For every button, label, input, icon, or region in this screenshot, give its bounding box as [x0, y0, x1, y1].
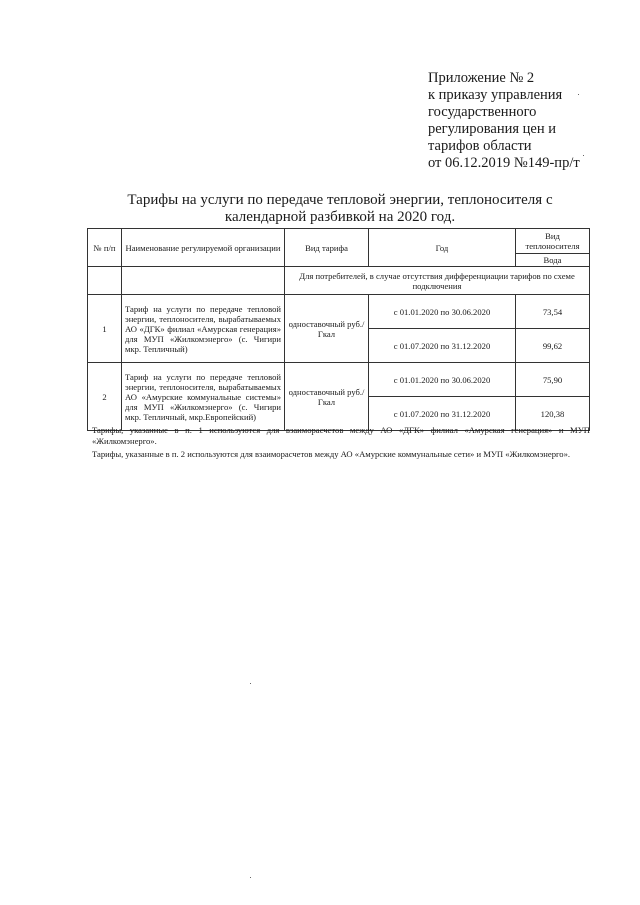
- table-row: [88, 363, 590, 397]
- row-num: 1: [88, 295, 122, 363]
- scan-speck: [583, 155, 584, 156]
- consumers-row: [88, 267, 590, 295]
- row-type: одноставочный руб./Гкал: [285, 363, 369, 431]
- row-value: 120,38: [516, 397, 590, 431]
- header-line: регулирования цен и: [428, 121, 556, 137]
- row-type: одноставочный руб./Гкал: [285, 295, 369, 363]
- row-period: с 01.07.2020 по 31.12.2020: [369, 397, 516, 431]
- row-value: 75,90: [516, 363, 590, 397]
- tariff-table: [87, 228, 590, 431]
- title-line-2: календарной разбивкой на 2020 год.: [224, 209, 456, 225]
- title-line-1: Тарифы на услуги по передаче тепловой энергии, теплоносителя с: [127, 192, 553, 208]
- scan-speck: [250, 877, 251, 878]
- row-value: 99,62: [516, 329, 590, 363]
- scan-speck: [578, 94, 579, 95]
- scan-speck: [250, 683, 251, 684]
- empty-cell: [88, 267, 122, 295]
- appendix-header: [428, 70, 608, 172]
- header-line: Приложение № 2: [428, 70, 535, 86]
- footnote-2: Тарифы, указанные в п. 2 используются для взаиморасчетов между АО «Амурские коммунальные сети» и МУП «Жилкомэнерго».: [92, 449, 571, 459]
- table-header-row: [88, 229, 590, 254]
- row-period: с 01.07.2020 по 31.12.2020: [369, 329, 516, 363]
- header-carrier: Вид теплоносителя: [516, 229, 590, 254]
- row-period: с 01.01.2020 по 30.06.2020: [369, 363, 516, 397]
- header-type: Вид тарифа: [285, 229, 369, 267]
- header-line: от 06.12.2019 №149-пр/т: [428, 155, 580, 171]
- header-line: к приказу управления: [428, 87, 563, 103]
- header-num: № п/п: [88, 229, 122, 267]
- row-period: с 01.01.2020 по 30.06.2020: [369, 295, 516, 329]
- row-num: 2: [88, 363, 122, 431]
- document-title: [80, 192, 600, 226]
- row-org: Тариф на услуги по передаче тепловой энергии, теплоносителя, вырабатываемых АО «Амурские коммунальные системы» для МУП «Жилкомэнерго» (с. Чигири мкр. Тепличный, мкр.Европейский): [122, 363, 285, 431]
- table-row: [88, 295, 590, 329]
- row-value: 73,54: [516, 295, 590, 329]
- header-line: государственного: [428, 104, 537, 120]
- header-line: тарифов области: [428, 138, 532, 154]
- header-water: Вода: [516, 254, 590, 267]
- row-org: Тариф на услуги по передаче тепловой энергии, теплоносителя, вырабатываемых АО «ДГК» филиал «Амурская генерация» для МУП «Жилкомэнерго» (с. Чигири мкр. Тепличный): [122, 295, 285, 363]
- header-year: Год: [369, 229, 516, 267]
- empty-cell: [122, 267, 285, 295]
- footnotes: [92, 425, 590, 462]
- footnote-1: Тарифы, указанные в п. 1 используются для взаиморасчетов между АО «ДГК» филиал «Амурская генерация» и МУП «Жилкомэнерго».: [92, 425, 590, 446]
- header-org: Наименование регулируемой организации: [122, 229, 285, 267]
- consumers-note: Для потребителей, в случае отсутствия дифференциации тарифов по схеме подключения: [285, 267, 590, 295]
